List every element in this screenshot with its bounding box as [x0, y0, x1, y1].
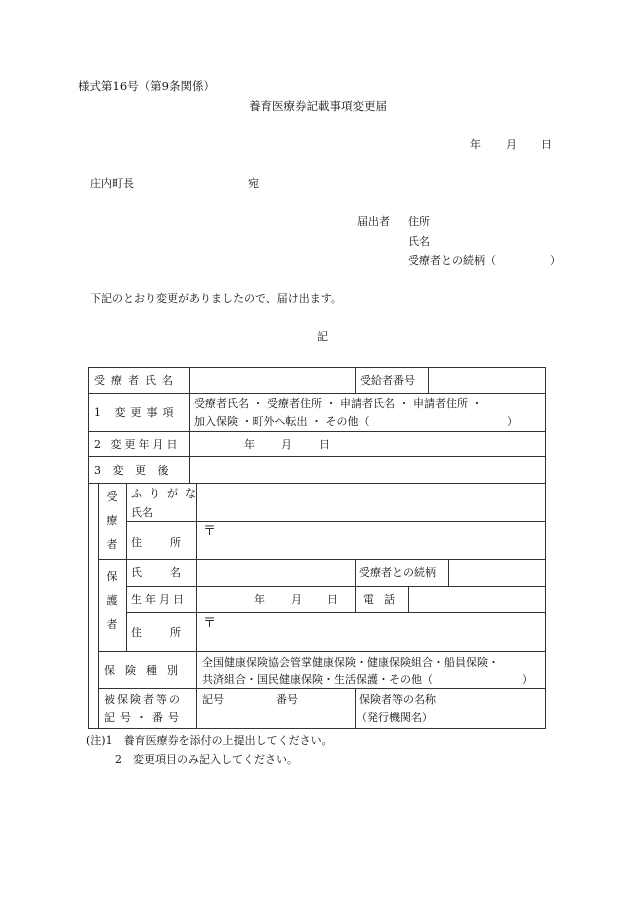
patient-name-sub-label: 氏名 [131, 506, 153, 519]
guardian-address-field[interactable] [218, 613, 545, 651]
recipient-number-field[interactable] [429, 368, 545, 393]
patient-address-field[interactable] [218, 522, 545, 559]
guardian-name-label: 氏名 [131, 566, 209, 579]
ki-mark: 記 [317, 330, 328, 343]
patient-address-label: 住所 [131, 536, 209, 549]
insurer-name-label-1: 保険者等の名称 [359, 693, 436, 706]
date-day: 日 [541, 138, 552, 151]
insurer-name-label-2: （発行機関名） [356, 711, 433, 724]
guardian-postal-mark: 〒 [203, 616, 217, 631]
change-items-line1[interactable]: 受療者氏名 ・ 受療者住所 ・ 申請者氏名 ・ 申請者住所 ・ [194, 397, 483, 410]
furigana-label: ふりがな [131, 487, 203, 500]
patient-name-field[interactable] [190, 368, 355, 393]
change-items-close: ） [507, 415, 518, 428]
phone-label: 電話 [363, 593, 405, 606]
insurance-type-label: 保険種別 [104, 664, 188, 677]
number-label: 番号 [276, 693, 298, 706]
patient-name-label: 受療者氏名 [94, 374, 179, 387]
applicant-label: 届出者 [357, 215, 390, 228]
insured-label-2: 記号・番号 [104, 711, 184, 724]
change-date-year: 年 [244, 438, 255, 451]
insured-label-1: 被保険者等の [104, 693, 182, 706]
symbol-label: 記号 [202, 693, 224, 706]
note-1: (注)1 養育医療券を添付の上提出してください。 [86, 734, 333, 747]
date-month: 月 [506, 138, 517, 151]
birthdate-label: 生年月日 [131, 593, 187, 606]
honorific: 宛 [248, 177, 259, 190]
applicant-relation-label: 受療者との続柄（ [408, 254, 496, 267]
guardian-name-field[interactable] [197, 560, 355, 586]
insurer-name-field[interactable] [450, 689, 545, 728]
applicant-name-label: 氏名 [408, 235, 430, 248]
insured-number-field[interactable] [197, 689, 355, 728]
change-items-label: 1 変更事項 [94, 406, 179, 419]
phone-field[interactable] [409, 587, 545, 612]
change-date-month: 月 [281, 438, 292, 451]
birth-day: 日 [327, 593, 338, 606]
birth-month: 月 [291, 593, 302, 606]
patient-group-label: 受 療 者 [106, 490, 118, 551]
insurance-line2[interactable]: 共済組合・国民健康保険・生活保護・その他（ [202, 673, 433, 686]
note-2: 2 変更項目のみ記入してください。 [115, 753, 298, 766]
patient-postal-mark: 〒 [203, 524, 217, 539]
relation-field[interactable] [449, 560, 545, 586]
birth-year: 年 [254, 593, 265, 606]
insurance-close: ） [522, 673, 533, 686]
change-items-line2[interactable]: 加入保険 ・町外へ転出 ・ その他（ [194, 415, 370, 428]
applicant-address-label: 住所 [408, 215, 430, 228]
after-change-label: 3 変 更 後 [94, 464, 173, 477]
change-date-day: 日 [319, 438, 330, 451]
page-title: 養育医療券記載事項変更届 [249, 99, 387, 113]
guardian-address-label: 住所 [131, 626, 209, 639]
guardian-group-label: 保 護 者 [106, 570, 118, 631]
change-date-label: 2 変更年月日 [94, 438, 181, 451]
body-text: 下記のとおり変更がありましたので、届け出ます。 [90, 292, 342, 305]
patient-name-sub-field[interactable] [197, 484, 545, 521]
form-number: 様式第16号（第9条関係） [78, 79, 215, 93]
relation-label: 受療者との続柄 [359, 566, 436, 579]
applicant-relation-close: ） [550, 254, 561, 267]
addressee: 庄内町長 [90, 177, 134, 190]
date-year: 年 [470, 138, 481, 151]
change-form-table [88, 367, 546, 729]
recipient-number-label: 受給者番号 [360, 374, 415, 387]
insurance-line1[interactable]: 全国健康保険協会管掌健康保険・健康保険組合・船員保険・ [202, 656, 499, 669]
